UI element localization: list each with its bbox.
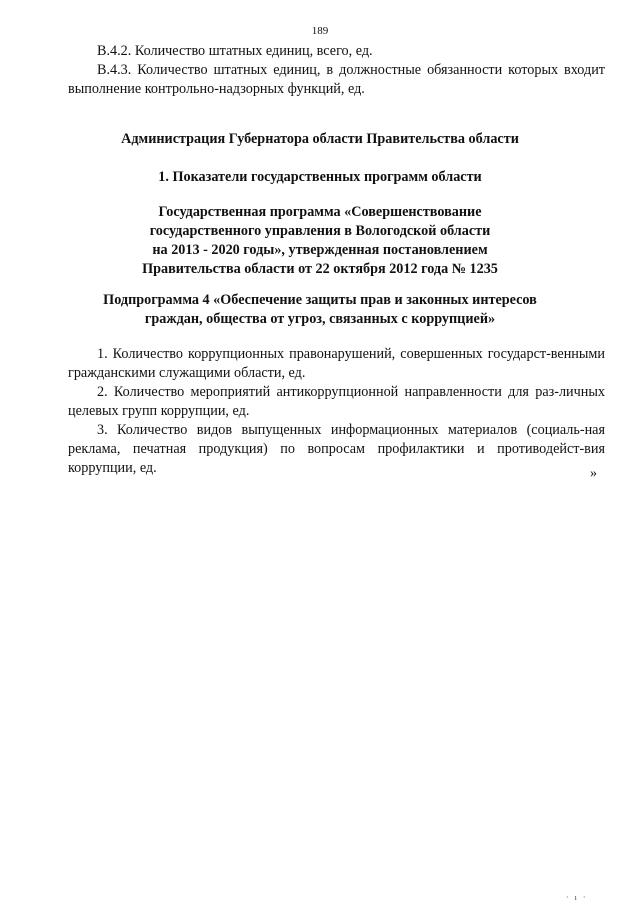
subprogram-heading (60, 291, 580, 329)
corner-mark: · ı · (566, 893, 588, 902)
program-heading-line: государственного управления в Вологодской области (149, 223, 491, 239)
program-heading (60, 203, 580, 279)
program-heading-line: Государственная программа «Совершенствование (158, 204, 482, 220)
indicator-item: 1. Количество коррупционных правонарушений, совершенных государст-венными гражданскими служащими области, ед. (68, 346, 605, 381)
program-heading-line: на 2013 - 2020 годы», утвержденная постановлением (152, 242, 488, 258)
indicator-item: 2. Количество мероприятий антикоррупционной направленности для раз-личных целевых групп коррупции, ед. (68, 384, 605, 419)
closing-quote: » (590, 466, 597, 481)
page-number: 189 (311, 25, 329, 37)
item-b42: В.4.2. Количество штатных единиц, всего, ед. (97, 43, 373, 59)
program-heading-line: Правительства области от 22 октября 2012 года № 1235 (142, 261, 498, 277)
indicator-item: 3. Количество видов выпущенных информационных материалов (социаль-ная реклама, печатная продукция) по вопросам профилактики и противодейст-вия коррупции, ед. (68, 422, 605, 476)
organization-heading: Администрация Губернатора области Правительства области (121, 131, 519, 147)
subprogram-heading-line: Подпрограмма 4 «Обеспечение защиты прав и законных интересов (103, 292, 537, 308)
item-b43: В.4.3. Количество штатных единиц, в должностные обязанности которых входит выполнение контрольно-надзорных функций, ед. (68, 62, 605, 97)
subprogram-heading-line: граждан, общества от угроз, связанных с коррупцией» (144, 311, 496, 327)
section-heading: 1. Показатели государственных программ области (158, 169, 482, 185)
